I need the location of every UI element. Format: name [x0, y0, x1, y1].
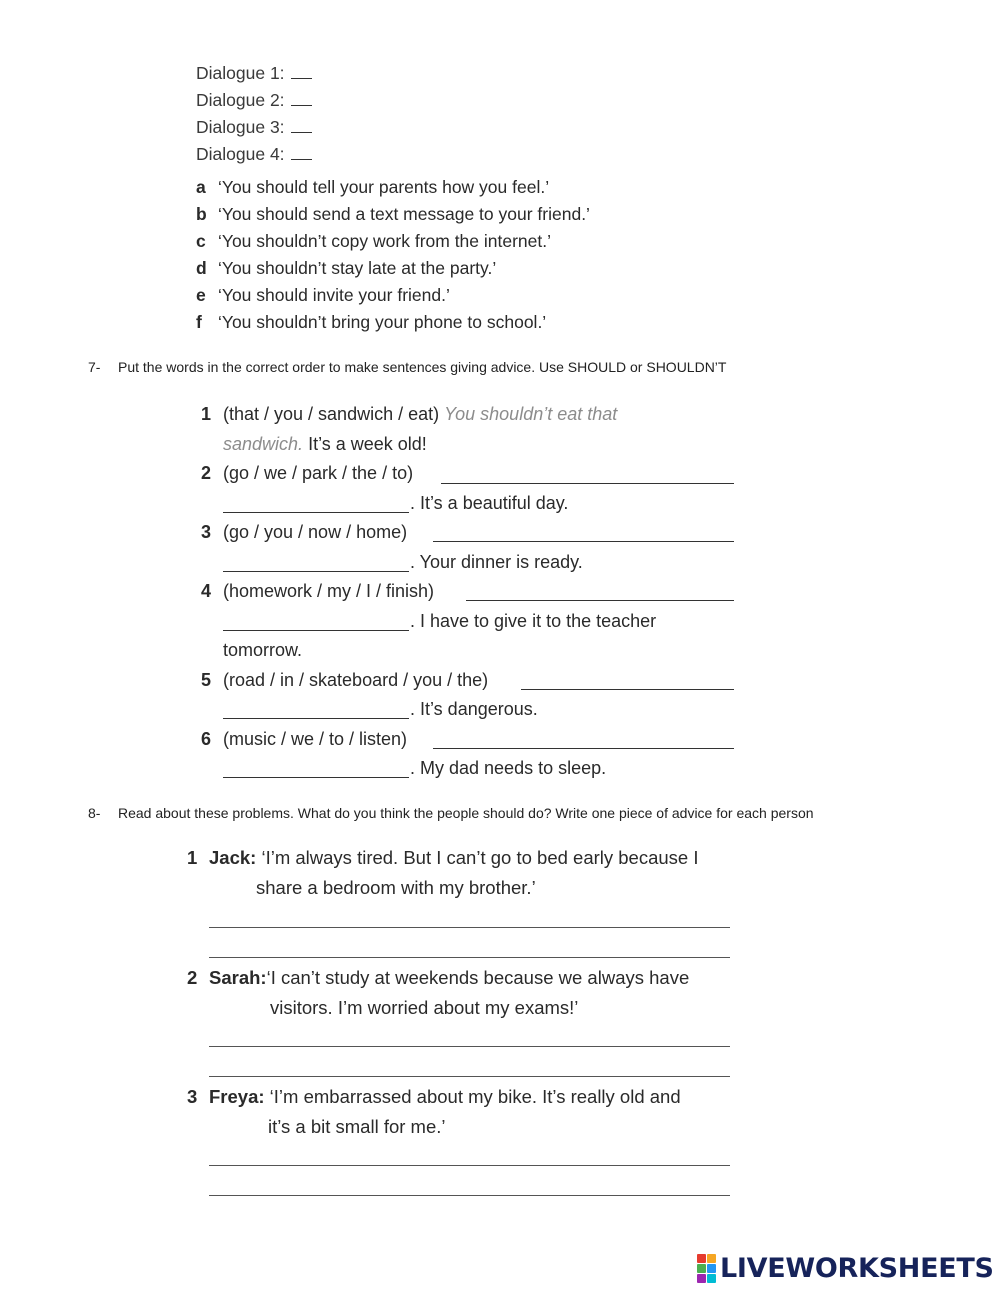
dialogue-label: Dialogue 3: [196, 117, 285, 137]
option-text: ‘You should invite your friend.’ [218, 285, 450, 305]
item-after-text: tomorrow. [223, 640, 303, 660]
s7-item-6-after [410, 754, 606, 784]
option-a [196, 174, 549, 201]
section-8-instruction [88, 805, 814, 821]
item-prompt: (homework / my / I / finish) [223, 581, 435, 601]
item-prompt: (go / we / park / the / to) [223, 463, 414, 483]
s7-item-5-answer-line-1[interactable] [521, 689, 734, 690]
option-text: ‘You shouldn’t stay late at the party.’ [218, 258, 497, 278]
logo-block [707, 1254, 716, 1263]
dialogue-2-answer-blank[interactable] [291, 91, 312, 106]
dialogue-label: Dialogue 4: [196, 144, 285, 164]
s8-item-1-answer-line-2[interactable] [209, 957, 730, 958]
s8-item-2 [187, 963, 689, 993]
s8-item-1 [187, 843, 699, 873]
option-d [196, 255, 496, 282]
problem-text: ‘I’m embarrassed about my bike. It’s really old and [269, 1086, 681, 1107]
s8-item-3 [187, 1082, 681, 1112]
option-text: ‘You should tell your parents how you feel.’ [218, 177, 550, 197]
item-prompt: (road / in / skateboard / you / the) [223, 670, 489, 690]
s7-item-2 [201, 459, 413, 489]
section-7-instruction [88, 359, 726, 375]
logo-block [707, 1264, 716, 1273]
item-after-text: . It’s dangerous. [410, 699, 538, 719]
item-number: 5 [201, 670, 212, 690]
s7-item-4-answer-line-2[interactable] [223, 630, 409, 631]
option-letter: e [196, 285, 206, 305]
item-after-text: It’s a week old! [308, 434, 427, 454]
option-letter: f [196, 312, 202, 332]
item-after-text: . It’s a beautiful day. [410, 493, 569, 513]
item-number: 1 [187, 847, 198, 868]
s8-item-3-line-2 [268, 1112, 446, 1142]
s7-item-5-answer-line-2[interactable] [223, 718, 409, 719]
option-b [196, 201, 590, 228]
logo-text: LIVEWORKSHEETS [720, 1253, 994, 1284]
s7-item-4-answer-line-1[interactable] [466, 600, 734, 601]
section-number: 7- [88, 359, 101, 375]
item-number: 2 [201, 463, 212, 483]
s8-item-1-line-2 [256, 873, 536, 903]
dialogue-3 [196, 114, 312, 141]
person-name: Jack: [209, 847, 257, 868]
s7-item-2-answer-line-2[interactable] [223, 512, 409, 513]
item-prompt: (that / you / sandwich / eat) [223, 404, 440, 424]
s7-item-4-after-2 [223, 636, 302, 666]
option-letter: a [196, 177, 206, 197]
s7-item-1 [201, 400, 617, 430]
s8-item-2-answer-line-1[interactable] [209, 1046, 730, 1047]
s8-item-3-answer-line-2[interactable] [209, 1195, 730, 1196]
logo-blocks-icon [697, 1254, 716, 1283]
s7-item-5 [201, 666, 488, 696]
item-after-text: . I have to give it to the teacher [410, 611, 657, 631]
item-number: 2 [187, 967, 198, 988]
s7-item-4 [201, 577, 434, 607]
section-number: 8- [88, 805, 101, 821]
item-after-text: . My dad needs to sleep. [410, 758, 607, 778]
option-text: ‘You should send a text message to your friend.’ [218, 204, 590, 224]
option-c [196, 228, 551, 255]
s7-item-3-answer-line-1[interactable] [433, 541, 734, 542]
item-number: 6 [201, 729, 212, 749]
option-text: ‘You shouldn’t copy work from the internet.’ [218, 231, 552, 251]
dialogue-label: Dialogue 1: [196, 63, 285, 83]
s7-item-6-answer-line-1[interactable] [433, 748, 734, 749]
logo-block [697, 1274, 706, 1283]
logo-block [697, 1264, 706, 1273]
s7-item-2-answer-line-1[interactable] [441, 483, 734, 484]
problem-text: visitors. I’m worried about my exams!’ [270, 997, 579, 1018]
problem-text: ‘I can’t study at weekends because we always have [266, 967, 690, 988]
option-letter: d [196, 258, 207, 278]
s7-item-2-after [410, 489, 568, 519]
item-prompt: (go / you / now / home) [223, 522, 408, 542]
logo-block [697, 1254, 706, 1263]
example-answer: sandwich. [223, 434, 304, 454]
dialogue-2 [196, 87, 312, 114]
instruction-text: Read about these problems. What do you think the people should do? Write one piece of advice for each person [118, 805, 814, 821]
option-text: ‘You shouldn’t bring your phone to school.’ [218, 312, 547, 332]
s8-item-3-answer-line-1[interactable] [209, 1165, 730, 1166]
item-after-text: . Your dinner is ready. [410, 552, 583, 572]
s7-item-3-answer-line-2[interactable] [223, 571, 409, 572]
item-number: 3 [187, 1086, 198, 1107]
person-name: Freya: [209, 1086, 265, 1107]
item-number: 4 [201, 581, 212, 601]
problem-text: it’s a bit small for me.’ [268, 1116, 446, 1137]
problem-text: ‘I’m always tired. But I can’t go to bed early because I [261, 847, 699, 868]
dialogue-1-answer-blank[interactable] [291, 64, 312, 79]
s7-item-3 [201, 518, 407, 548]
example-answer: You shouldn’t eat that [444, 404, 618, 424]
item-prompt: (music / we / to / listen) [223, 729, 408, 749]
instruction-text: Put the words in the correct order to make sentences giving advice. Use SHOULD or SHOULDN’T [118, 359, 727, 375]
problem-text: share a bedroom with my brother.’ [256, 877, 536, 898]
option-f [196, 309, 546, 336]
dialogue-3-answer-blank[interactable] [291, 118, 312, 133]
dialogue-4 [196, 141, 312, 168]
s7-item-1-cont [201, 430, 427, 460]
liveworksheets-logo[interactable] [697, 1253, 994, 1284]
logo-block [707, 1274, 716, 1283]
s7-item-3-after [410, 548, 583, 578]
option-letter: b [196, 204, 207, 224]
option-letter: c [196, 231, 206, 251]
dialogue-4-answer-blank[interactable] [291, 145, 312, 160]
dialogue-label: Dialogue 2: [196, 90, 285, 110]
s7-item-6 [201, 725, 407, 755]
item-number: 3 [201, 522, 212, 542]
s8-item-1-answer-line-1[interactable] [209, 927, 730, 928]
dialogue-1 [196, 60, 312, 87]
option-e [196, 282, 450, 309]
s8-item-2-answer-line-2[interactable] [209, 1076, 730, 1077]
item-number: 1 [201, 404, 212, 424]
s7-item-4-after [410, 607, 656, 637]
s7-item-5-after [410, 695, 538, 725]
s7-item-6-answer-line-2[interactable] [223, 777, 409, 778]
person-name: Sarah: [209, 967, 267, 988]
s8-item-2-line-2 [270, 993, 578, 1023]
